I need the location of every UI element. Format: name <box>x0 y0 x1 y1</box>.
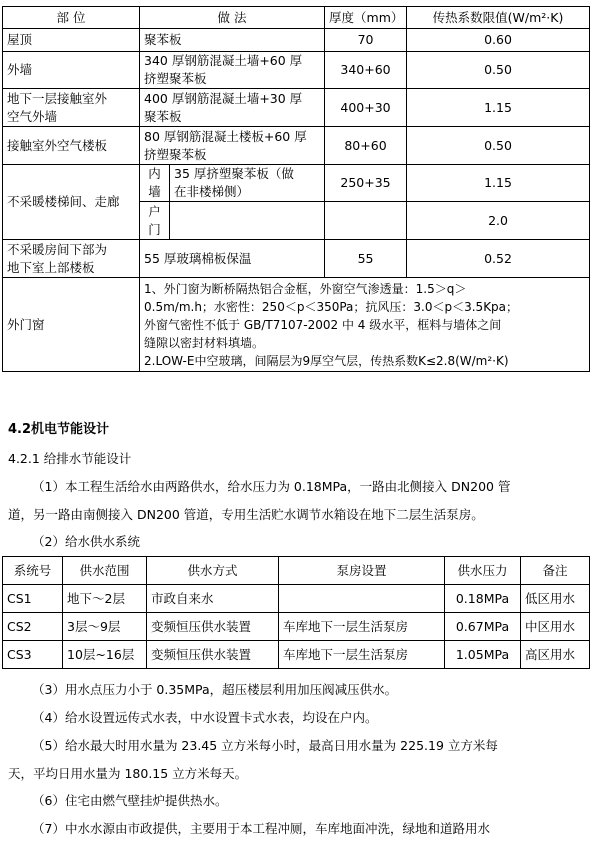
water-supply-table <box>2 556 590 669</box>
sub-label-line: 门 <box>148 221 161 237</box>
header-cell: 系统号 <box>3 557 63 585</box>
table-row-roof <box>3 29 590 52</box>
spec-line: 0.5m/m.h；水密性：250＜p＜350Pa；抗风压：3.0＜p＜3.5Kpa； <box>144 299 519 314</box>
part-line: 地下一层接触室外 <box>7 90 108 106</box>
method-cell <box>140 89 325 127</box>
table-cell: CS3 <box>3 641 63 669</box>
method-cell: 55 厚玻璃棉板保温 <box>140 240 325 278</box>
spec-line: 2.LOW-E中空玻璃，间隔层为9厚空气层，传热系数K≤2.8(W/m²·K) <box>144 353 509 368</box>
part-cell: 外墙 <box>3 52 140 89</box>
k-cell: 0.52 <box>407 240 590 278</box>
method-cell: 聚苯板 <box>140 29 325 52</box>
table-row-wall <box>3 52 590 89</box>
paragraph: （4）给水设置远传式水表，中水设置卡式水表，均设在户内。 <box>32 710 378 725</box>
subsection-title: 4.2.1 给排水节能设计 <box>8 451 132 466</box>
thickness-cell: 400+30 <box>325 89 407 127</box>
table-header-row <box>3 557 590 585</box>
thickness-cell: 250+35 <box>325 165 407 202</box>
k-cell: 0.50 <box>407 52 590 89</box>
method-cell <box>140 127 325 165</box>
paragraph: （1）本工程生活给水由两路供水，给水压力为 0.18MPa，一路由北侧接入 DN200 管 <box>32 479 511 494</box>
table-cell: 0.18MPa <box>445 585 521 613</box>
table-cell: 车库地下一层生活泵房 <box>279 641 445 669</box>
part-line: 不采暖房间下部为 <box>7 241 108 257</box>
part-cell <box>3 240 140 278</box>
k-cell: 0.50 <box>407 127 590 165</box>
table-row-stair-inner-wall <box>3 165 590 202</box>
table-cell: 市政自来水 <box>147 585 279 613</box>
k-cell: 0.60 <box>407 29 590 52</box>
header-k-value: 传热系数限值(W/m²·K) <box>407 7 590 29</box>
table-header-row <box>3 7 590 29</box>
part-cell: 不采暖楼梯间、走廊 <box>3 165 140 240</box>
method-line: 聚苯板 <box>144 108 182 124</box>
method-line: 400 厚钢筋混凝土墙+30 厚 <box>144 90 303 106</box>
paragraph: 道，另一路由南侧接入 DN200 管道，专用生活贮水调节水箱设在地下二层生活泵房。 <box>8 507 484 522</box>
sub-label-cell <box>140 202 170 240</box>
method-line: 80 厚钢筋混凝土楼板+60 厚 <box>144 128 307 144</box>
table-cell: 0.67MPa <box>445 613 521 641</box>
method-cell <box>170 165 325 202</box>
part-cell: 接触室外空气楼板 <box>3 127 140 165</box>
header-cell: 备注 <box>521 557 590 585</box>
sub-label-line: 内 <box>148 166 161 181</box>
paragraph: （3）用水点压力小于 0.35MPa，超压楼层利用加压阀减压供水。 <box>32 682 398 697</box>
header-cell: 泵房设置 <box>279 557 445 585</box>
part-line: 地下室上部楼板 <box>7 259 95 275</box>
method-line: 35 厚挤塑聚苯板（做 <box>174 166 294 181</box>
table-cell: 中区用水 <box>521 613 590 641</box>
paragraph: （7）中水水源由市政提供，主要用于本工程冲厕，车库地面冲洗，绿地和道路用水 <box>32 821 490 836</box>
header-cell: 供水方式 <box>147 557 279 585</box>
thickness-cell: 340+60 <box>325 52 407 89</box>
part-cell: 屋顶 <box>3 29 140 52</box>
spec-line: 外窗气密性不低于 GB/T7107-2002 中 4 级水平，框料与墙体之间 <box>144 317 502 332</box>
table-row-basement-wall <box>3 89 590 127</box>
part-cell: 外门窗 <box>3 278 140 372</box>
header-cell: 供水范围 <box>63 557 147 585</box>
table-row <box>3 585 590 613</box>
thickness-cell <box>325 202 407 240</box>
section-title: 4.2机电节能设计 <box>8 422 110 437</box>
sub-label-line: 墙 <box>148 184 161 199</box>
method-line: 挤塑聚苯板 <box>144 146 207 162</box>
envelope-insulation-table <box>2 6 590 372</box>
header-part: 部 位 <box>3 7 140 29</box>
table-cell: 3层～9层 <box>63 613 147 641</box>
header-cell: 供水压力 <box>445 557 521 585</box>
thickness-cell: 70 <box>325 29 407 52</box>
table-cell: 1.05MPa <box>445 641 521 669</box>
table-row-slab <box>3 127 590 165</box>
table-cell: 地下～2层 <box>63 585 147 613</box>
table-cell: 高区用水 <box>521 641 590 669</box>
table-row-windows <box>3 278 590 372</box>
thickness-cell: 55 <box>325 240 407 278</box>
part-line: 空气外墙 <box>7 108 58 124</box>
paragraph: 天，平均日用水量为 180.15 立方米每天。 <box>8 766 248 781</box>
table-cell: 变频恒压供水装置 <box>147 641 279 669</box>
k-cell: 2.0 <box>407 202 590 240</box>
method-cell <box>140 52 325 89</box>
table-cell: CS1 <box>3 585 63 613</box>
thickness-cell: 80+60 <box>325 127 407 165</box>
table-cell: CS2 <box>3 613 63 641</box>
header-thickness: 厚度（mm） <box>325 7 407 29</box>
spec-line: 1、外门窗为断桥隔热铝合金框，外窗空气渗透量：1.5＞q＞ <box>144 281 467 296</box>
table-cell: 10层~16层 <box>63 641 147 669</box>
table-row <box>3 641 590 669</box>
header-method: 做 法 <box>140 7 325 29</box>
method-cell <box>170 202 325 240</box>
table-cell <box>279 585 445 613</box>
paragraph: （6）住宅由燃气壁挂炉提供热水。 <box>32 793 228 808</box>
part-cell <box>3 89 140 127</box>
k-cell: 1.15 <box>407 89 590 127</box>
table-cell: 变频恒压供水装置 <box>147 613 279 641</box>
paragraph: （2）给水供水系统 <box>32 534 140 549</box>
spec-line: 缝隙以密封材料填墙。 <box>144 335 265 350</box>
method-line: 340 厚钢筋混凝土墙+60 厚 <box>144 53 303 68</box>
table-cell: 低区用水 <box>521 585 590 613</box>
sub-label-cell <box>140 165 170 202</box>
paragraph: （5）给水最大时用水量为 23.45 立方米每小时，最高日用水量为 225.19 立方米每 <box>32 738 498 753</box>
sub-label-line: 户 <box>148 203 161 219</box>
k-cell: 1.15 <box>407 165 590 202</box>
table-cell: 车库地下一层生活泵房 <box>279 613 445 641</box>
method-line: 挤塑聚苯板 <box>144 71 207 86</box>
method-line: 在非楼梯侧） <box>174 184 250 199</box>
table-row <box>3 613 590 641</box>
table-row-unheated-floor <box>3 240 590 278</box>
window-spec-cell <box>140 278 590 372</box>
